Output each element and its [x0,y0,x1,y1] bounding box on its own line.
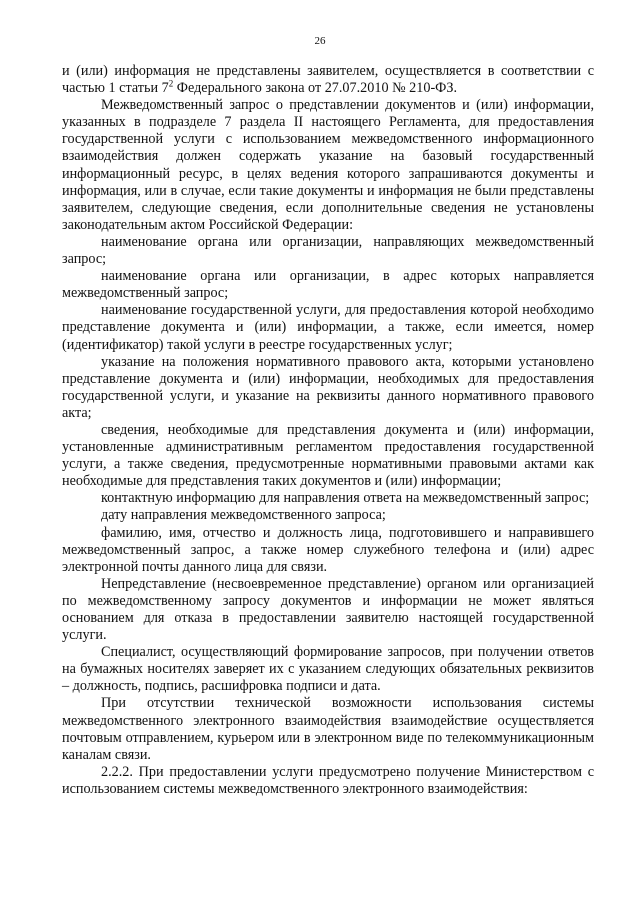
paragraph-law-reference [62,63,594,97]
document-body [62,63,594,798]
list-item-request-date: дату направления межведомственного запроса; [101,507,386,524]
superscript: 2 [168,78,174,89]
paragraph-non-submission: Непредставление (несвоевременное представление) органом или организацией по межведомственному запросу документов и информации не может являться основанием для отказа в предоставлении заявителю настоящей государственной услуги. [62,575,594,644]
list-item-required-info: сведения, необходимые для представления документа и (или) информации, установленные административным регламентом предоставления государственной услуги, а также сведения, предусмотренные нормативными правовыми актами как необходимые для представления таких документов и (или) информации; [62,421,594,490]
list-item-addressee-body: наименование органа или организации, в адрес которых направляется межведомственный запрос; [62,268,594,302]
list-item-contact-info: контактную информацию для направления ответа на межведомственный запрос; [101,490,590,507]
list-item-sender-person: фамилию, имя, отчество и должность лица, подготовившего и направившего межведомственный запрос, а также номер служебного телефона и (или) адрес электронной почты данного лица для связи. [62,524,594,575]
list-item-requesting-body: наименование органа или организации, направляющих межведомственный запрос; [62,233,594,268]
paragraph-no-technical-means: При отсутствии технической возможности использования системы межведомственного электронного взаимодействия взаимодействие осуществляется почтовым отправлением, курьером или в электронном виде по телекоммуникационным каналам связи. [62,695,594,763]
list-item-service-name: наименование государственной услуги, для предоставления которой необходимо представление документа и (или) информации, а также, если имеется, номер (идентификатор) такой услуги в реестре государственных услуг; [62,302,594,353]
page-number: 26 [314,35,326,47]
paragraph-request-content: Межведомственный запрос о представлении документов и (или) информации, указанных в подразделе 7 раздела II настоящего Регламента, для предоставления государственной услуги с использованием межведомственного информационного взаимодействия должен содержать указание на базовый государственный информационный ресурс, в целях ведения которого запрашиваются документы и информация, или в случае, если такие документы и информация не были представлены заявителем, следующие сведения, если дополнительные сведения не установлены законодательным актом Российской Федерации: [62,97,594,233]
paragraph-text: Федерального закона от 27.07.2010 № 210-ФЗ. [173,80,458,97]
paragraph-section-2-2-2: 2.2.2. При предоставлении услуги предусмотрено получение Министерством с использованием системы межведомственного электронного взаимодействия: [62,763,594,797]
paragraph-text: и (или) информация не представлены заявителем, осуществляется в соответствии с частью 1 статьи 7 [62,63,594,97]
list-item-legal-act: указание на положения нормативного правового акта, которыми установлено представление документа и (или) информации, необходимых для предоставления государственной услуги, и указание на реквизиты данного нормативного правового акта; [62,353,594,421]
paragraph-specialist: Специалист, осуществляющий формирование запросов, при получении ответов на бумажных носителях заверяет их с указанием следующих обязательных реквизитов – должность, подпись, расшифровка подписи и дата. [62,644,594,695]
